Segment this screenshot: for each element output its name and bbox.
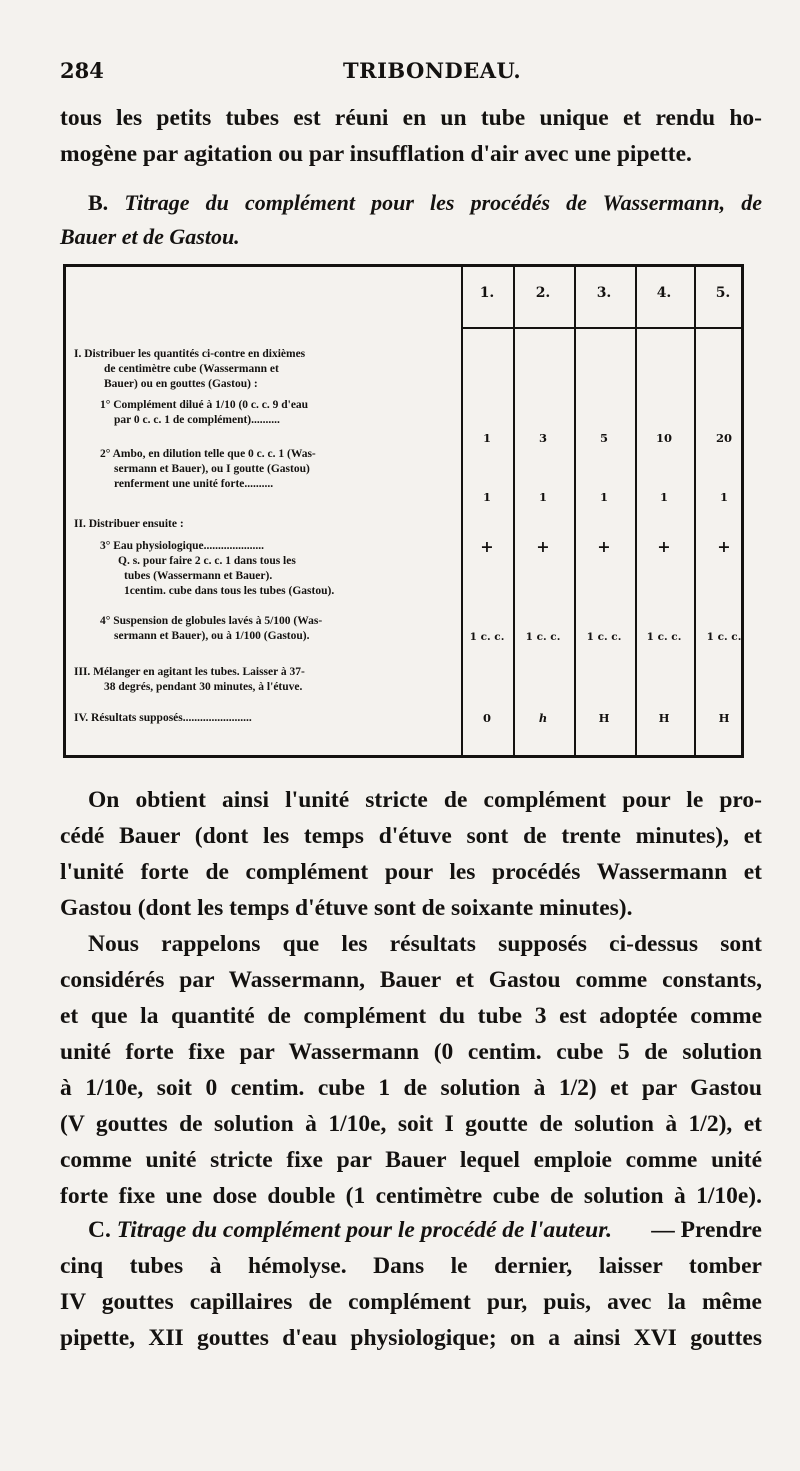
text-line: (V gouttes de solution à 1/10e, soit I goutte de solution à 1/2), et — [60, 1111, 762, 1137]
column-header: 1. — [479, 285, 495, 301]
column-rule — [513, 267, 515, 755]
text-line: cédé Bauer (dont les temps d'étuve sont de trente minutes), et — [60, 823, 762, 849]
column-rule — [574, 267, 576, 755]
row-text: II. Distribuer ensuite : — [74, 518, 184, 530]
text-line: considérés par Wassermann, Bauer et Gastou comme constants, — [60, 967, 762, 993]
column-header: 4. — [656, 285, 672, 301]
column-header: 3. — [596, 285, 612, 301]
page-header — [60, 58, 750, 88]
row-text: IV. Résultats supposés........................ — [74, 712, 252, 724]
body-paragraph-2 — [60, 926, 762, 1214]
column-header: 5. — [715, 285, 731, 301]
page-number: 284 — [60, 58, 104, 83]
text-line: Gastou (dont les temps d'étuve sont de soixante minutes). — [60, 895, 633, 921]
body-paragraph-1 — [60, 782, 762, 926]
titration-table: 1. 2. 3. 4. 5. I. Distribuer les quantités ci-contre en dixièmes de centimètre cube (Wassermann et Bauer) ou en gouttes (Gastou) : 1° Complément dilué à 1/10 (0 c. c. 9 d'eau par 0 c. c. 1 de complément).......... 1 3 5 10 20 2° Ambo, en dilution telle que 0 c. c. 1 (Was- sermann et Bauer), ou I goutte (Gastou) renferment une unité forte.......... 1 1 1 1 1 II. Distribuer ensuite : 3° Eau physiologique..................... + + + + + Q. s. pour faire 2 c. c. 1 dans tous les tubes (Wassermann et Bauer). 1centim. cube dans tous les tubes (Gastou). 4° Suspension de globules lavés à 5/100 (Was- sermann et Bauer), ou à 1/100 (Gastou). 1 c. c. 1 c. c. 1 c. c. 1 c. c. 1 c. c. III. Mélanger en agitant les tubes. Laisser à 37- 38 degrés, pendant 30 minutes, à l'étuve. IV. Résultats supposés........................ 0 h H H H — [63, 264, 744, 758]
section-title: Titrage du complément pour le procédé de l'auteur. — [116, 1217, 612, 1243]
column-rule — [694, 267, 696, 755]
column-rule — [461, 267, 463, 755]
text-line: IV gouttes capillaires de complément pur, puis, avec la même — [60, 1289, 762, 1315]
text-line: cinq tubes à hémolyse. Dans le dernier, laisser tomber — [60, 1253, 762, 1279]
running-title: TRIBONDEAU. — [343, 58, 522, 83]
row-text: 3° Eau physiologique..................... — [100, 540, 265, 552]
row-text: Q. s. pour faire 2 c. c. 1 dans tous les tubes (Wassermann et Bauer). 1centim. cube dans tous les tubes (Gastou). — [118, 555, 335, 597]
text-line: l'unité forte de complément pour les procédés Wassermann et — [60, 859, 762, 885]
row-text: 4° Suspension de globules lavés à 5/100 (Was- sermann et Bauer), ou à 1/100 (Gastou). — [100, 615, 323, 642]
column-header: 2. — [535, 285, 551, 301]
section-title: Bauer et de Gastou. — [60, 224, 240, 249]
text-line: Nous rappelons que les résultats supposés ci-dessus sont — [88, 931, 762, 957]
text-line: et que la quantité de complément du tube 3 est adoptée comme — [60, 1003, 762, 1029]
header-rule — [462, 327, 741, 329]
text-line: unité forte fixe par Wassermann (0 centim. cube 5 de solution — [60, 1039, 762, 1065]
section-c-paragraph — [60, 1212, 762, 1356]
section-label: C. — [88, 1217, 111, 1243]
row-text: III. Mélanger en agitant les tubes. Laisser à 37- 38 degrés, pendant 30 minutes, à l'étuve. — [74, 666, 305, 693]
section-b-heading — [60, 186, 762, 254]
section-title: Titrage du complément pour les procédés de Wassermann, de — [124, 190, 763, 215]
column-rule — [635, 267, 637, 755]
text-line: pipette, XII gouttes d'eau physiologique; on a ainsi XVI gouttes — [60, 1325, 762, 1351]
text-line: à 1/10e, soit 0 centim. cube 1 de solution à 1/2) et par Gastou — [60, 1075, 762, 1101]
row-text: 1° Complément dilué à 1/10 (0 c. c. 9 d'eau par 0 c. c. 1 de complément).......... — [100, 399, 309, 426]
text-line: On obtient ainsi l'unité stricte de complément pour le pro- — [88, 787, 762, 813]
section-label: B. — [88, 190, 109, 215]
text-line: tous les petits tubes est réuni en un tube unique et rendu ho- — [60, 105, 762, 131]
text-line: forte fixe une dose double (1 centimètre cube de solution à 1/10e). — [60, 1183, 762, 1209]
row-text: I. Distribuer les quantités ci-contre en dixièmes de centimètre cube (Wassermann et Bauer) ou en gouttes (Gastou) : — [74, 348, 306, 390]
text-line: mogène par agitation ou par insufflation d'air avec une pipette. — [60, 141, 692, 167]
intro-paragraph — [60, 100, 762, 172]
text-line: C. Titrage du complément pour le procédé de l'auteur. — Prendre — [88, 1217, 762, 1243]
row-text: 2° Ambo, en dilution telle que 0 c. c. 1 (Was- sermann et Bauer), ou I goutte (Gastou) renferment une unité forte.......... — [100, 448, 316, 490]
text-line: comme unité stricte fixe par Bauer lequel emploie comme unité — [60, 1147, 762, 1173]
